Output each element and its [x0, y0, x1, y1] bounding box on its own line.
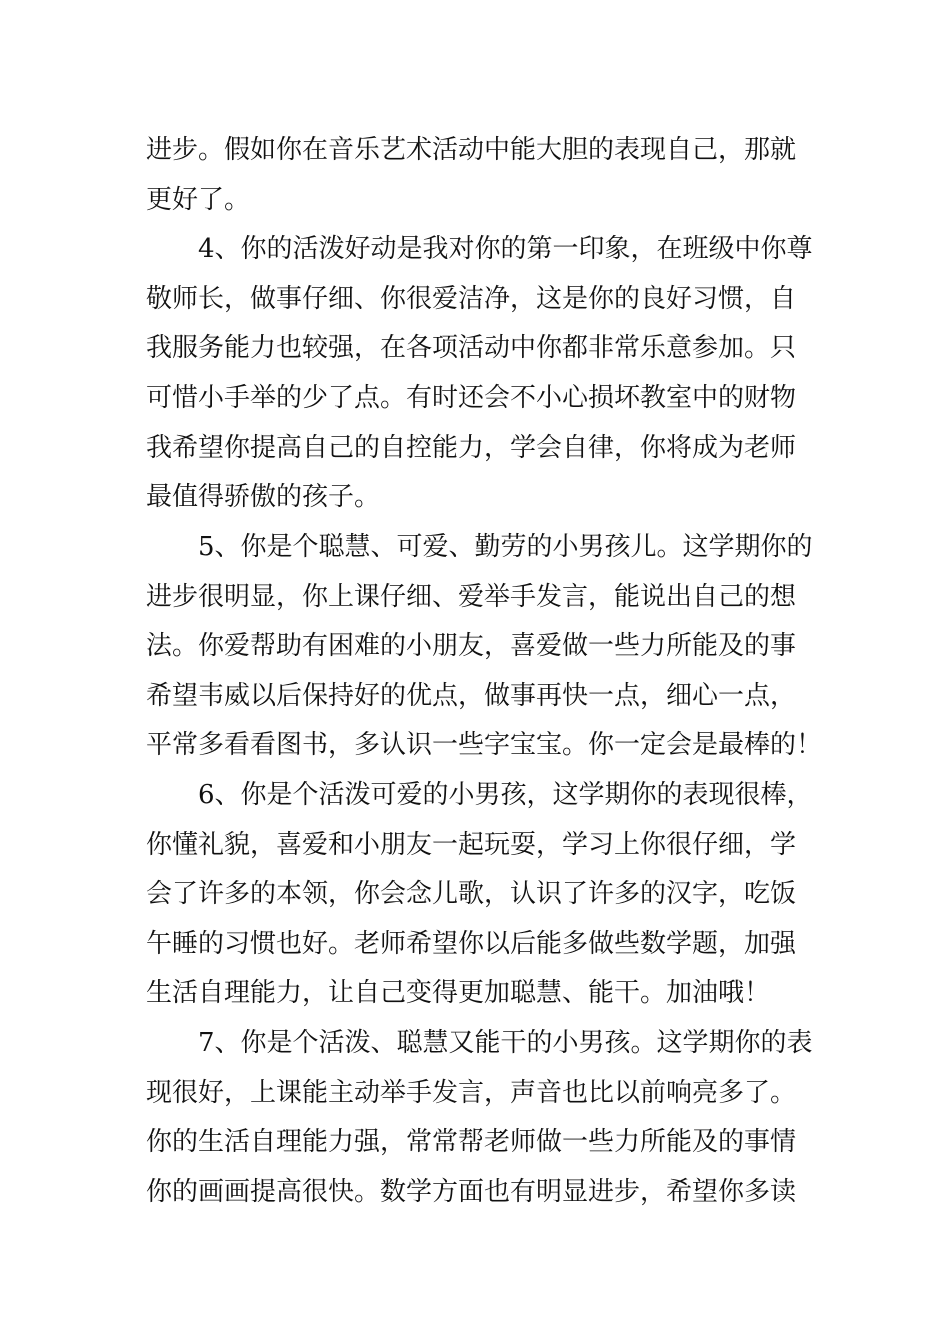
text-line: 你的生活自理能力强，常常帮老师做一些力所能及的事情	[146, 1127, 797, 1157]
text-line: 更好了。	[146, 185, 251, 215]
text-line: 敬师长，做事仔细、你很爱洁净，这是你的良好习惯，自	[146, 284, 797, 314]
text-line: 平常多看看图书，多认识一些字宝宝。你一定会是最棒的！	[146, 730, 823, 760]
paragraph-start-line: 7、你是个活泼、聪慧又能干的小男孩。这学期你的表	[198, 1028, 813, 1058]
text-line: 你懂礼貌，喜爱和小朋友一起玩耍，学习上你很仔细，学	[146, 830, 797, 860]
text-line: 进步。假如你在音乐艺术活动中能大胆的表现自己，那就	[146, 135, 797, 165]
text-line: 我服务能力也较强，在各项活动中你都非常乐意参加。只	[146, 333, 797, 363]
text-line: 会了许多的本领，你会念儿歌，认识了许多的汉字，吃饭	[146, 879, 797, 909]
text-line: 希望韦威以后保持好的优点，做事再快一点，细心一点，	[146, 681, 797, 711]
text-line: 午睡的习惯也好。老师希望你以后能多做些数学题，加强	[146, 929, 797, 959]
paragraph-start-line: 4、你的活泼好动是我对你的第一印象，在班级中你尊	[198, 234, 813, 264]
text-line: 最值得骄傲的孩子。	[146, 482, 381, 512]
paragraph-start-line: 6、你是个活泼可爱的小男孩，这学期你的表现很棒，	[198, 780, 813, 810]
text-line: 法。你爱帮助有困难的小朋友，喜爱做一些力所能及的事	[146, 631, 797, 661]
text-line: 现很好，上课能主动举手发言，声音也比以前响亮多了。	[146, 1078, 797, 1108]
text-line: 可惜小手举的少了点。有时还会不小心损坏教室中的财物	[146, 383, 797, 413]
text-line: 我希望你提高自己的自控能力，学会自律，你将成为老师	[146, 433, 797, 463]
paragraph-start-line: 5、你是个聪慧、可爱、勤劳的小男孩儿。这学期你的	[198, 532, 813, 562]
text-line: 你的画画提高很快。数学方面也有明显进步，希望你多读	[146, 1177, 797, 1207]
text-line: 进步很明显，你上课仔细、爱举手发言，能说出自己的想	[146, 582, 797, 612]
text-line: 生活自理能力，让自己变得更加聪慧、能干。加油哦！	[146, 978, 771, 1008]
